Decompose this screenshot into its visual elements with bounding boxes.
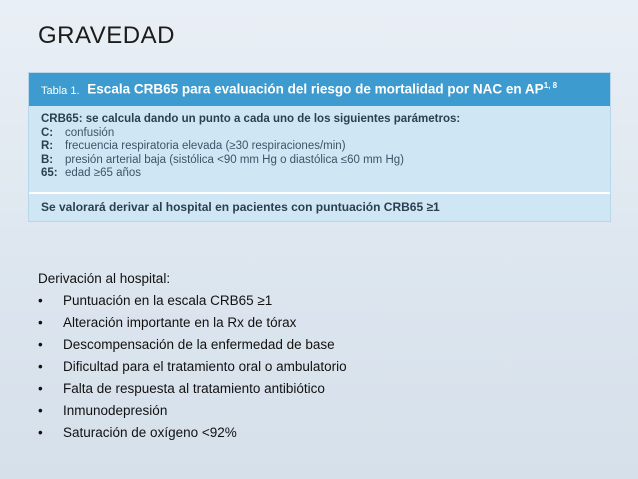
- table-intro: CRB65: se calcula dando un punto a cada uno de los siguientes parámetros:: [41, 113, 461, 125]
- list-item-text: Dificultad para el tratamiento oral o ambulatorio: [63, 359, 347, 374]
- slide-title: GRAVEDAD: [38, 22, 175, 49]
- table-title-superscript: 1, 8: [543, 81, 558, 90]
- table-param-row: [41, 140, 601, 154]
- list-item: [38, 292, 347, 314]
- bullet: •: [38, 403, 43, 418]
- list-item: [38, 402, 347, 424]
- table-header: [29, 73, 610, 106]
- crb65-table-image: [28, 72, 611, 222]
- bullet: •: [38, 293, 43, 308]
- bullet: •: [38, 337, 43, 352]
- param-text: frecuencia respiratoria elevada (≥30 respiraciones/min): [65, 140, 346, 152]
- list-item-text: Descompensación de la enfermedad de base: [63, 337, 335, 352]
- table-title: Escala CRB65 para evaluación del riesgo de mortalidad por NAC en AP: [87, 81, 544, 97]
- list-item: [38, 380, 347, 402]
- table-footer: Se valorará derivar al hospital en pacientes con puntuación CRB65 ≥1: [41, 200, 440, 214]
- table-param-row: [41, 154, 601, 168]
- bullet: •: [38, 381, 43, 396]
- list-item-text: Falta de respuesta al tratamiento antibiótico: [63, 381, 325, 396]
- param-code: R:: [41, 140, 54, 152]
- list-item-text: Saturación de oxígeno <92%: [63, 425, 237, 440]
- bullet: •: [38, 315, 43, 330]
- bullet: •: [38, 359, 43, 374]
- param-text: presión arterial baja (sistólica <90 mm Hg o diastólica ≤60 mm Hg): [65, 153, 404, 166]
- list-item-text: Inmunodepresión: [63, 403, 168, 418]
- list-item-text: Alteración importante en la Rx de tórax: [63, 315, 297, 330]
- param-code: 65:: [41, 167, 58, 179]
- referral-criteria: [38, 270, 347, 446]
- table-separator: [29, 192, 610, 194]
- table-body: [41, 113, 601, 181]
- param-code: B:: [41, 153, 54, 166]
- param-text: edad ≥65 años: [65, 167, 142, 179]
- list-item-text: Puntuación en la escala CRB65 ≥1: [63, 293, 273, 308]
- param-text: confusión: [65, 126, 115, 139]
- table-label: Tabla 1.: [41, 84, 80, 97]
- list-item: [38, 314, 347, 336]
- table-param-row: [41, 127, 601, 141]
- param-code: C:: [41, 126, 54, 139]
- list-item: [38, 424, 347, 446]
- referral-list: [38, 292, 347, 446]
- list-item: [38, 358, 347, 380]
- table-param-row: [41, 167, 601, 181]
- referral-lead: Derivación al hospital:: [38, 271, 171, 286]
- bullet: •: [38, 425, 43, 440]
- list-item: [38, 336, 347, 358]
